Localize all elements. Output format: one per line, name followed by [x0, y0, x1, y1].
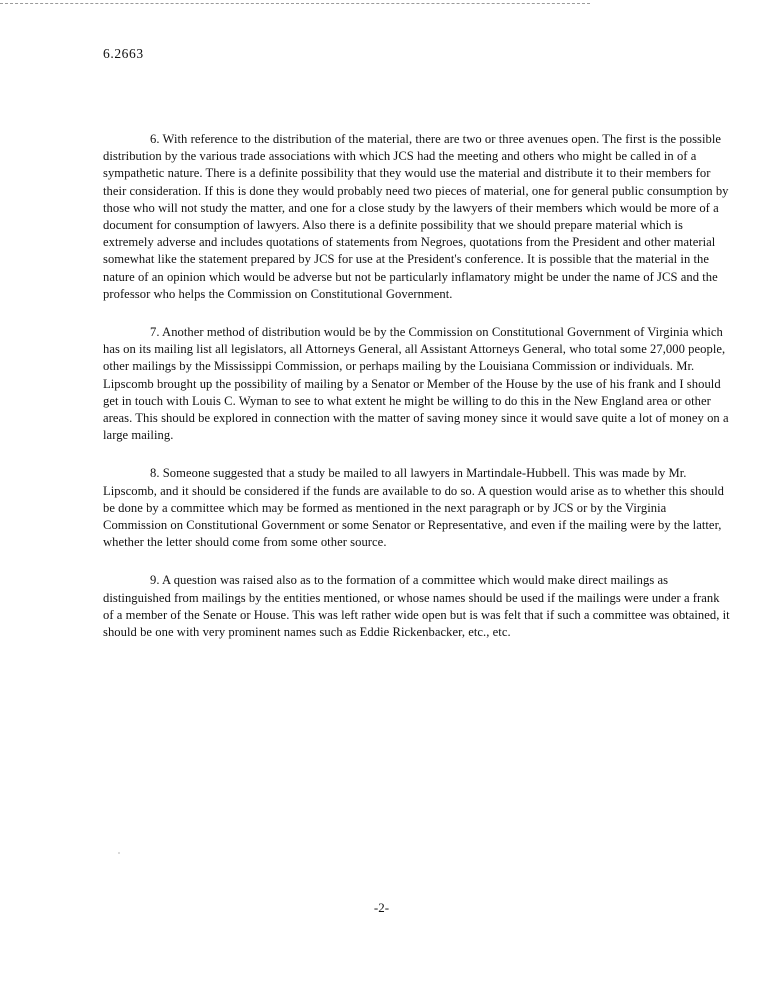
document-id: 6.2663 [103, 46, 144, 61]
paragraph-6: 6. With reference to the distribution of the material, there are two or three avenues open. The first is the possible distribution by the various trade associations with which JCS had the meeting and others who might be called in of a sympathetic nature. There is a definite possibility that they would use the material and distribute it to their members for their consideration. If this is done they would probably need two pieces of material, one for general public consumption by those who will not study the matter, and one for a close study by the lawyers of their members which would be more of a document for consumption of lawyers. Also there is a definite possibility that we should prepare material which is extremely adverse and includes quotations of statements from Negroes, quotations from the President and other material somewhat like the statement prepared by JCS for use at the President's conference. It is possible that the material in the nature of an opinion which would be adverse but not be particularly inflamatory might be under the name of JCS and the professor who helps the Commission on Constitutional Government. [103, 132, 729, 301]
paragraph-8: 8. Someone suggested that a study be mailed to all lawyers in Martindale-Hubbell. This was made by Mr. Lipscomb, and it should be considered if the funds are available to do so. A question would arise as to whether this should be done by a committee which may be formed as mentioned in the next paragraph or by JCS or by the Virginia Commission on Constitutional Government or some Senator or Representative, and even if the mailing were by the latter, whether the letter should come from some other source. [103, 466, 725, 550]
page-number: -2- [373, 900, 390, 915]
paragraph-7: 7. Another method of distribution would be by the Commission on Constitutional Government of Virginia which has on its mailing list all legislators, all Attorneys General, all Assistant Attorneys General, who total some 27,000 people, other mailings by the Mississippi Commission, or perhaps mailing by the Louisiana Commission or individuals. Mr. Lipscomb brought up the possibility of mailing by a Senator or Member of the House by the use of his frank and I should get in touch with Louis C. Wyman to see to what extent he might be willing to do this in the New England area or other areas. This should be explored in connection with the matter of saving money since it would save quite a lot of money on a large mailing. [103, 325, 729, 443]
page-top-edge [0, 3, 590, 4]
paragraph-9: 9. A question was raised also as to the formation of a committee which would make direct mailings as distinguished from mailings by the entities mentioned, or whose names should be used if the mailings were under a frank of a member of the Senate or House. This was left rather wide open but is was felt that if such a committee was obtained, it should be one with very prominent names such as Eddie Rickenbacker, etc., etc. [103, 573, 730, 640]
document-body [103, 131, 733, 662]
scan-speck [118, 852, 120, 854]
